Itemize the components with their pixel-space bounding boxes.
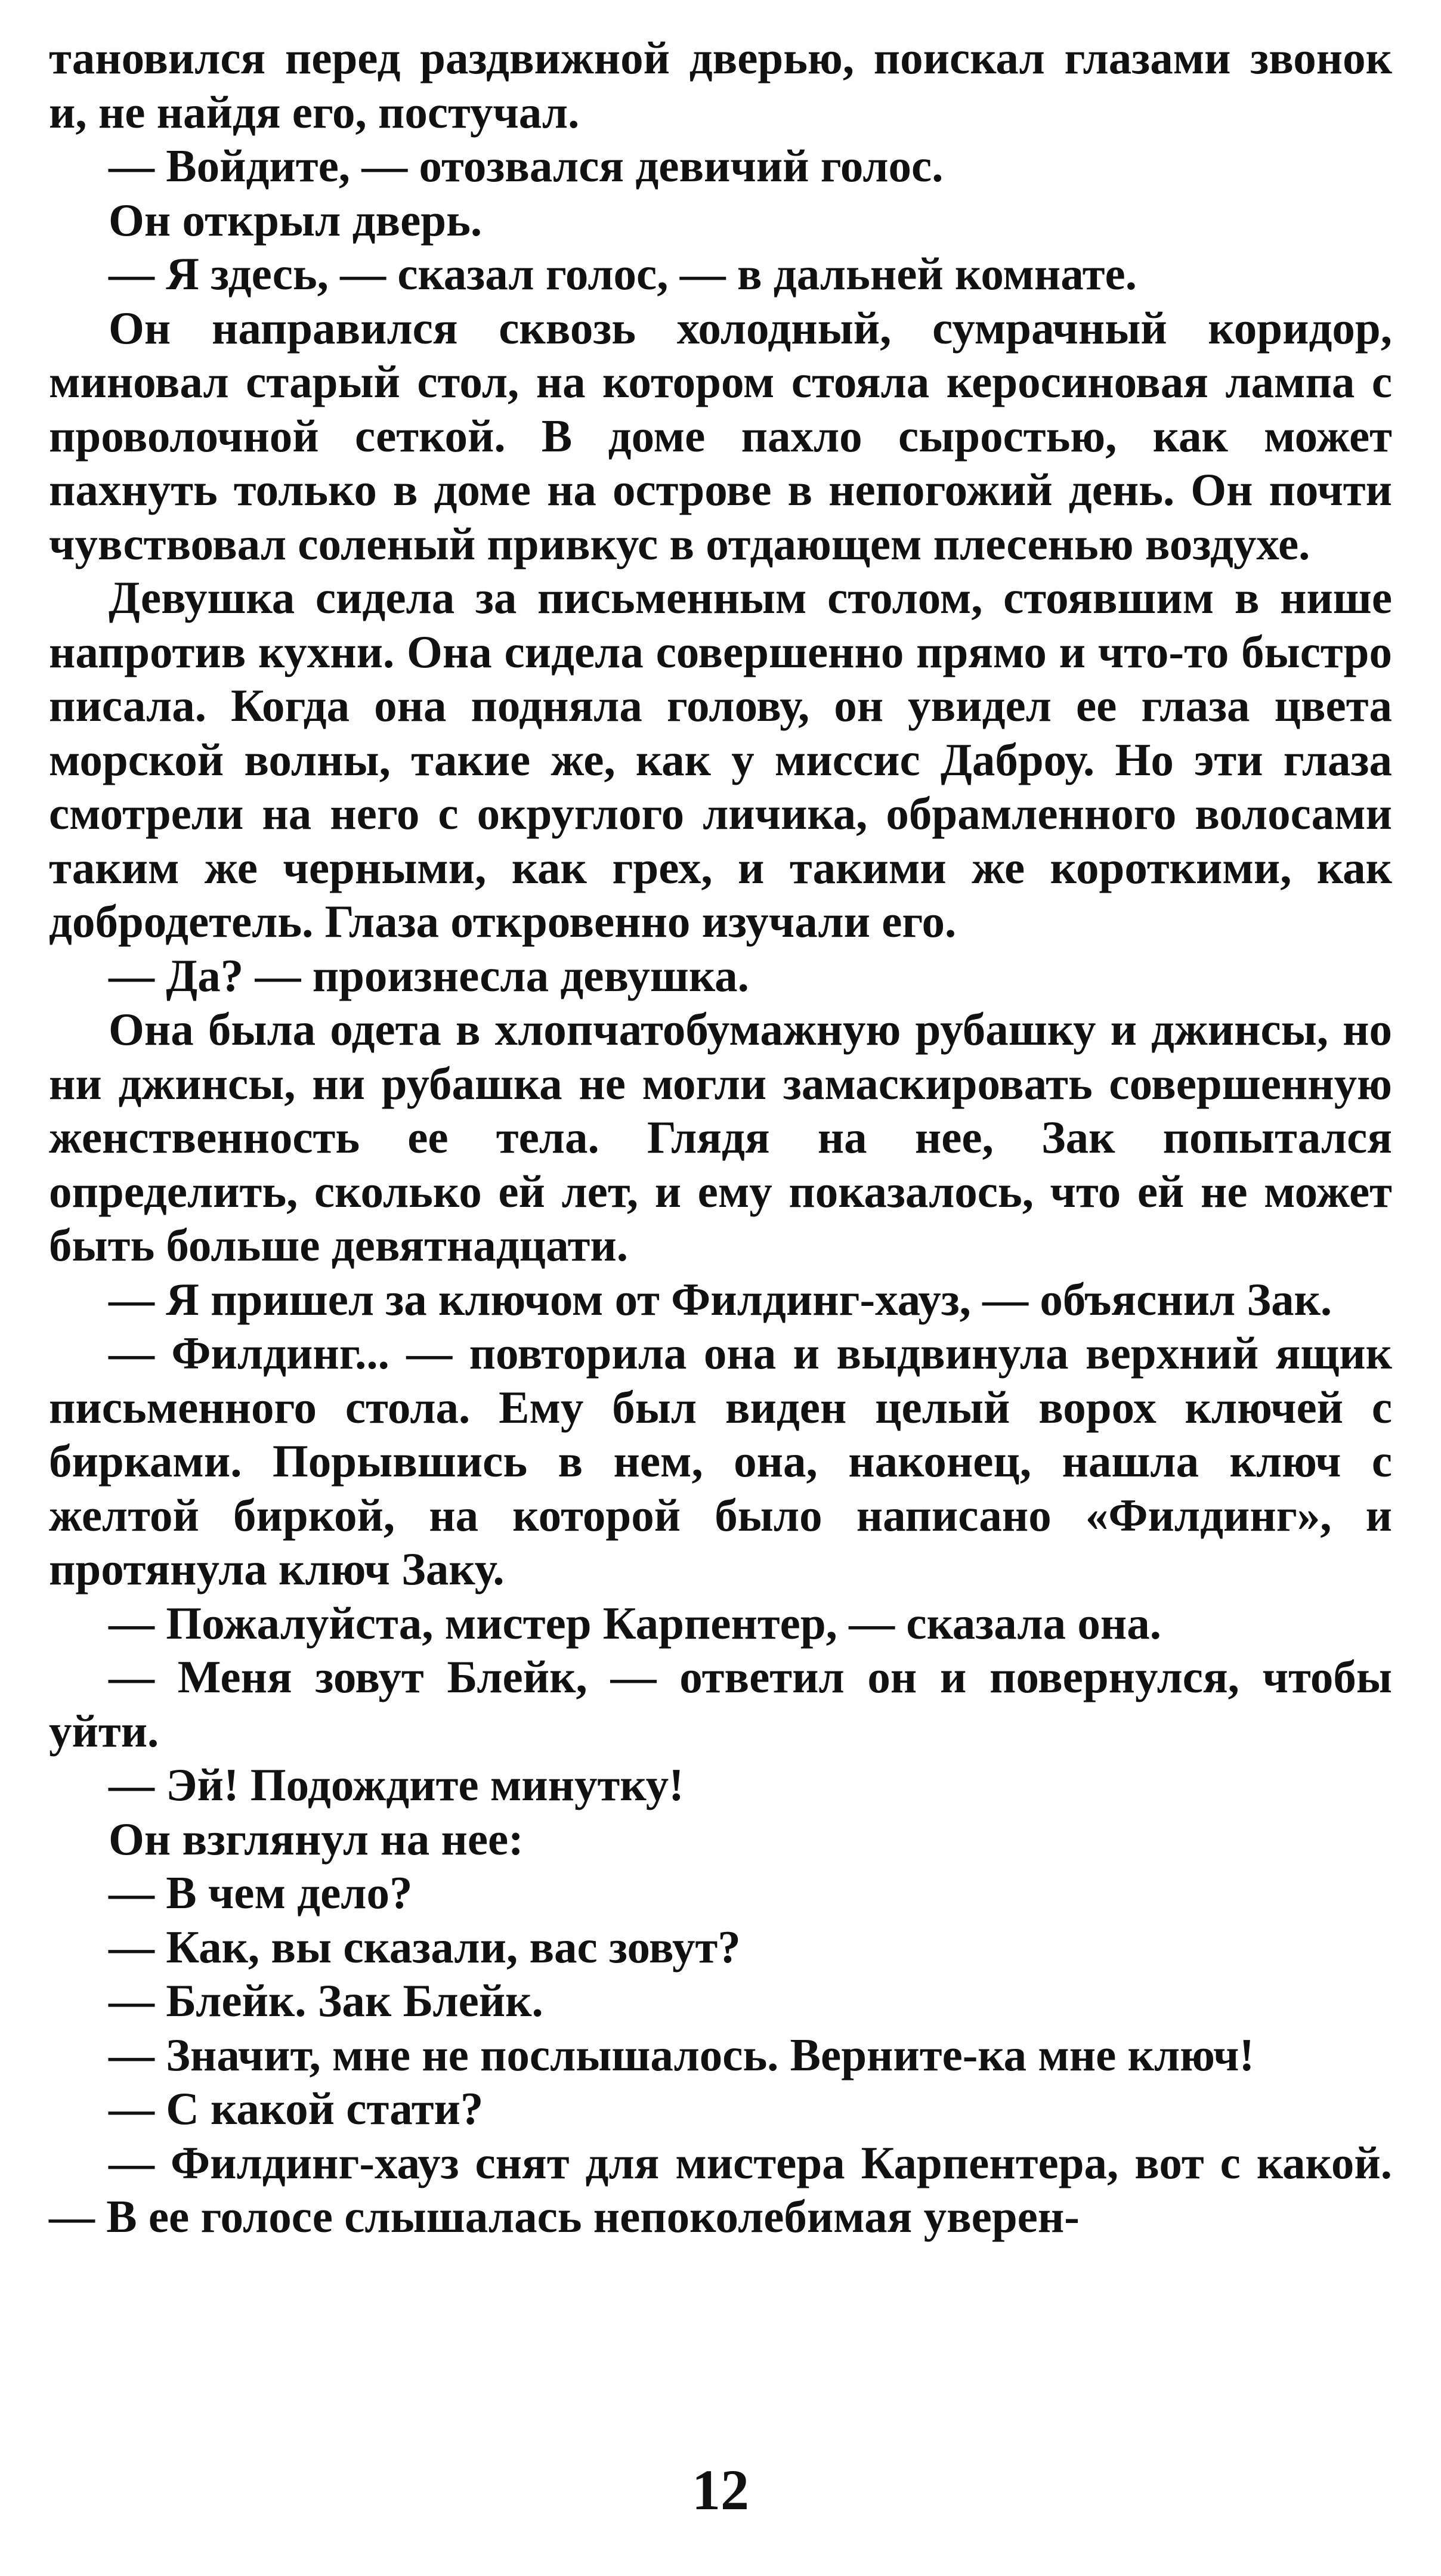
paragraph-14: Он взглянул на нее: <box>109 1813 524 1865</box>
paragraph-3: Он открыл дверь. <box>109 194 483 246</box>
page-number: 12 <box>692 2458 749 2522</box>
paragraph-2: — Войдите, — отозвался девичий голос. <box>109 140 944 191</box>
paragraph-20: — Филдинг-хауз снят для мистера Карпентера, вот с какой. — В ее голосе слышалась непоколебимая уверен- <box>49 2137 1392 2242</box>
paragraph-16: — Как, вы сказали, вас зовут? <box>109 1921 741 1973</box>
paragraph-15: — В чем дело? <box>109 1867 413 1918</box>
paragraph-19: — С какой стати? <box>109 2083 484 2134</box>
paragraph-11: — Пожалуйста, мистер Карпентер, — сказала она. <box>109 1597 1161 1649</box>
paragraph-9: — Я пришел за ключом от Филдинг-хауз, — объяснил Зак. <box>109 1273 1332 1325</box>
paragraph-1: тановился перед раздвижной дверью, поискал глазами звонок и, не найдя его, постучал. <box>49 32 1392 138</box>
paragraph-18: — Значит, мне не послышалось. Верните-ка мне ключ! <box>109 2029 1255 2080</box>
paragraph-7: — Да? — произнесла девушка. <box>109 949 749 1001</box>
paragraph-4: — Я здесь, — сказал голос, — в дальней комнате. <box>109 248 1137 299</box>
paragraph-17: — Блейк. Зак Блейк. <box>109 1975 543 2026</box>
paragraph-5: Он направился сквозь холодный, сумрачный коридор, миновал старый стол, на котором стояла керосиновая лампа с проволочной сеткой. В доме пахло сыростью, как может пахнуть только в доме на острове в непогожий день. Он почти чувствовал соленый привкус в отдающем плесенью воздухе. <box>49 302 1392 569</box>
page-body <box>49 31 1392 2244</box>
paragraph-6: Девушка сидела за письменным столом, стоявшим в нише напротив кухни. Она сидела совершенно прямо и что-то быстро писала. Когда она подняла голову, он увидел ее глаза цвета морской волны, такие же, как у миссис Даброу. Но эти глаза смотрели на него с округлого личика, обрамленного волосами таким же черными, как грех, и такими же короткими, как добродетель. Глаза откровенно изучали его. <box>49 572 1392 947</box>
paragraph-13: — Эй! Подождите минутку! <box>109 1759 684 1810</box>
paragraph-8: Она была одета в хлопчатобумажную рубашку и джинсы, но ни джинсы, ни рубашка не могли замаскировать совершенную женственность ее тела. Глядя на нее, Зак попытался определить, сколько ей лет, и ему показалось, что ей не может быть больше девятнадцати. <box>49 1004 1392 1271</box>
paragraph-12: — Меня зовут Блейк, — ответил он и повернулся, чтобы уйти. <box>49 1651 1392 1757</box>
paragraph-10: — Филдинг... — повторила она и выдвинула верхний ящик письменного стола. Ему был виден целый ворох ключей с бирками. Порывшись в нем, она, наконец, нашла ключ с желтой биркой, на которой было написано «Филдинг», и протянула ключ Заку. <box>49 1327 1392 1594</box>
